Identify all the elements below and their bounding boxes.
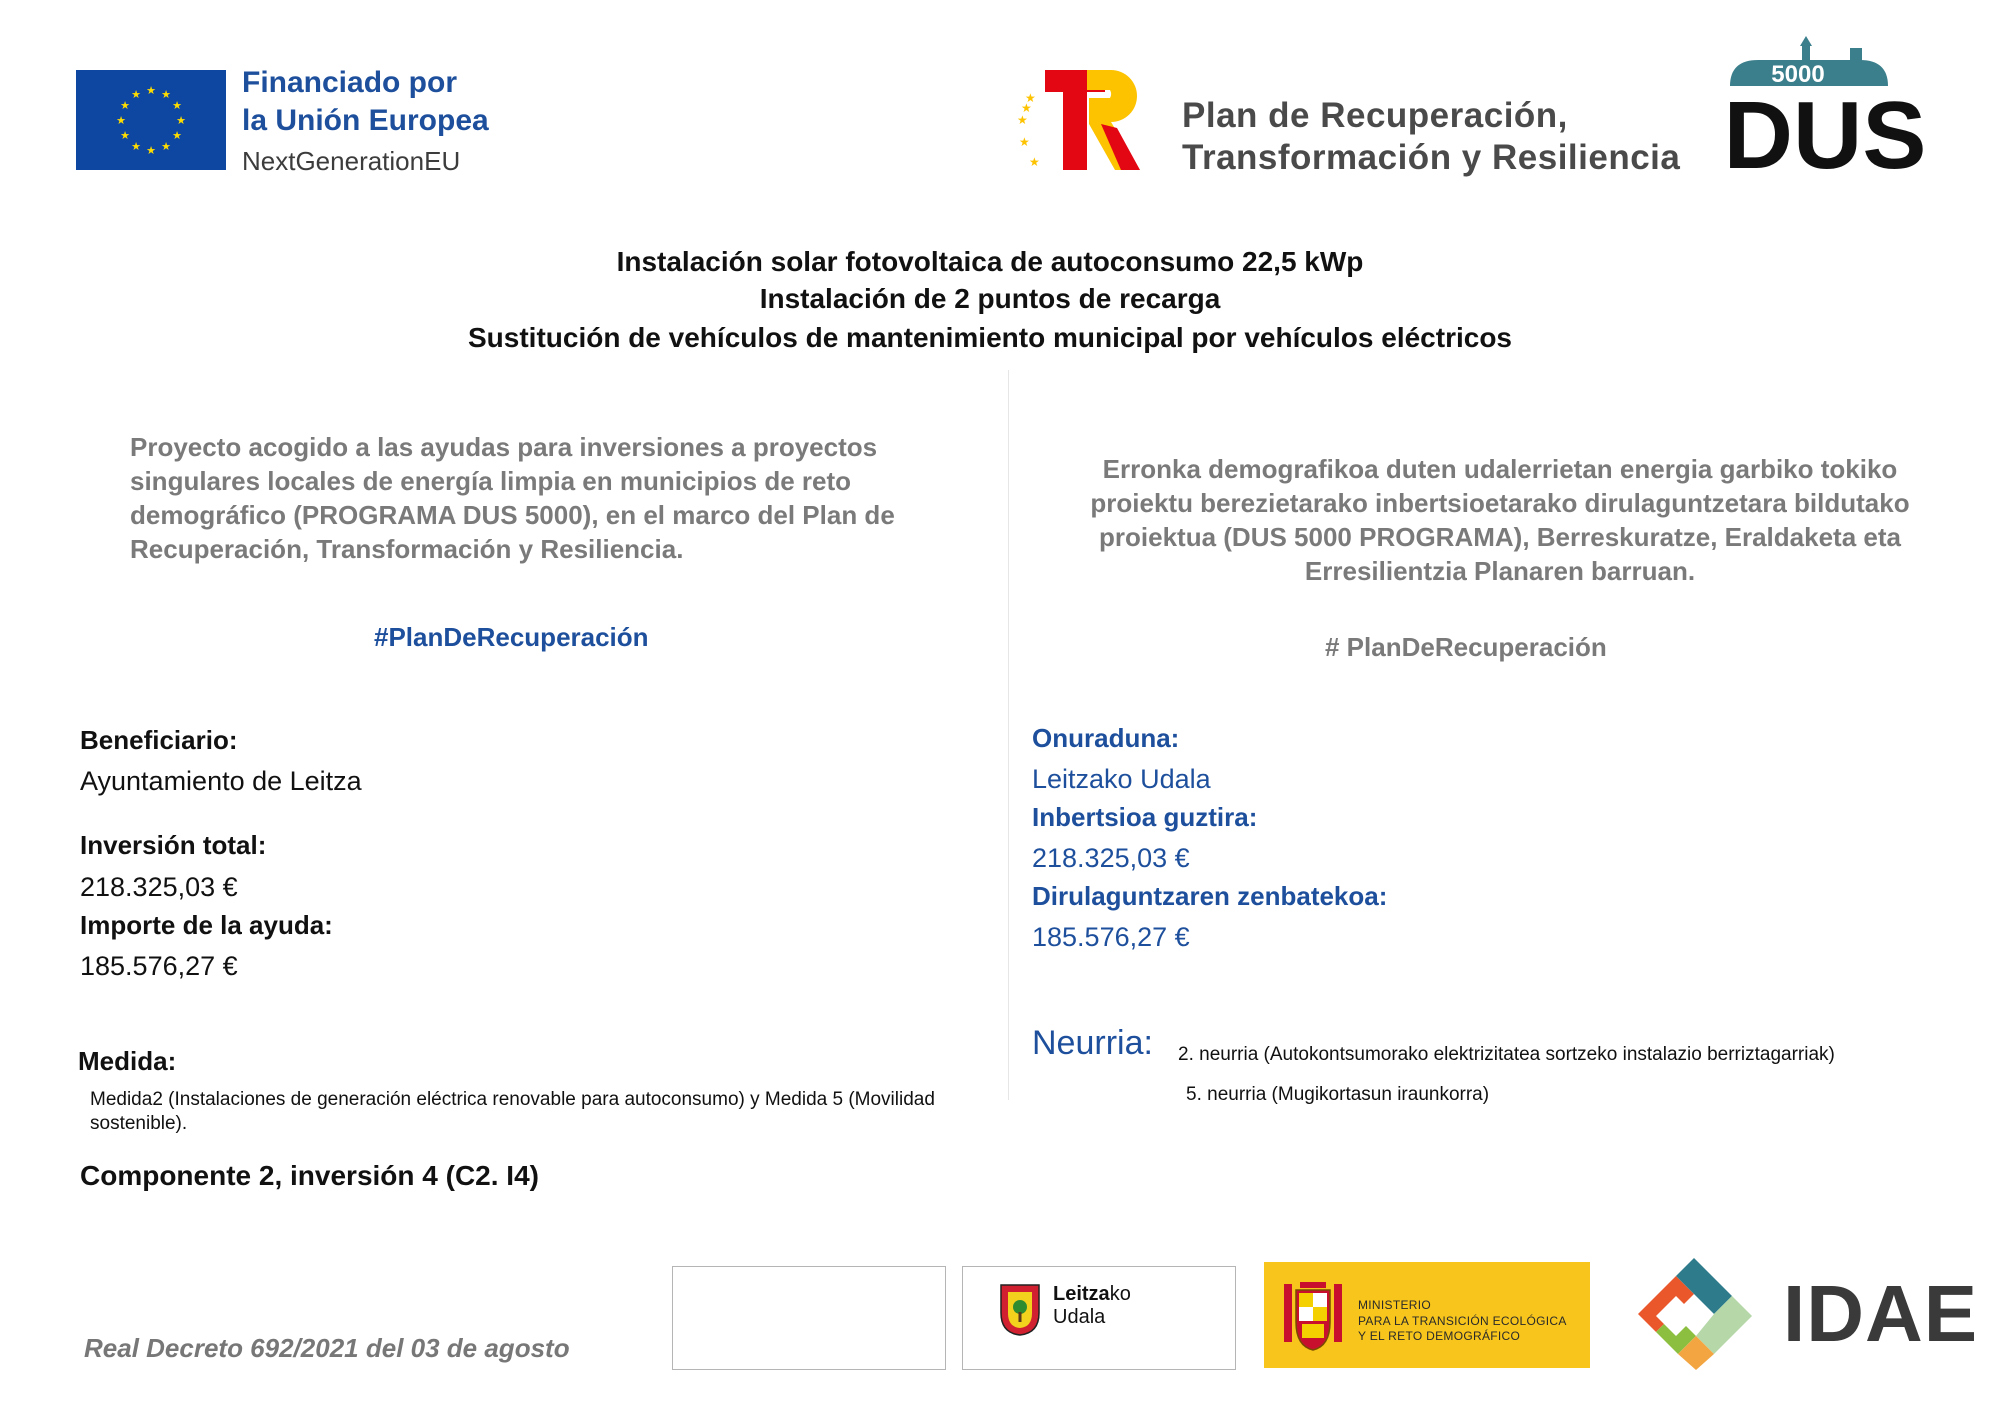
inbertsioa-value: 218.325,03 € [1032,843,1190,873]
column-divider [1008,370,1009,1100]
svg-text:★: ★ [172,129,182,142]
eu-funding-line2: la Unión Europea [242,104,489,137]
beneficiario-value: Ayuntamiento de Leitza [80,766,362,796]
project-title-2: Instalación de 2 puntos de recarga [759,283,1221,314]
dirulaguntza-value: 185.576,27 € [1032,922,1190,952]
ministerio-line1: MINISTERIO [1358,1298,1432,1312]
onuraduna-value: Leitzako Udala [1032,764,1211,794]
svg-text:★: ★ [161,140,171,153]
svg-text:★: ★ [146,144,156,157]
hashtag-es: #PlanDeRecuperación [374,622,649,652]
medida-label: Medida: [78,1046,177,1076]
eu-flag-logo [76,70,226,170]
svg-text:★: ★ [1019,135,1030,149]
leitza-shield-icon [999,1283,1041,1337]
leitza-name-line1: Leitzako [1053,1283,1131,1305]
ministerio-line3: Y EL RETO DEMOGRÁFICO [1358,1329,1521,1343]
svg-text:★: ★ [131,88,141,101]
prtr-title-line2: Transformación y Resiliencia [1182,138,1681,177]
neurria-item-1: 2. neurria (Autokontsumorako elektrizitatea sortzeko instalazio berriztagarriak) [1178,1044,1835,1065]
blank-logo-box [672,1266,946,1370]
medida-value: Medida2 (Instalaciones de generación eléctrica renovable para autoconsumo) y Medida 5 (Movilidad sostenible). [90,1089,935,1134]
real-decreto-text: Real Decreto 692/2021 del 03 de agosto [84,1333,570,1363]
ayuda-label: Importe de la ayuda: [80,910,333,940]
eu-funding-line1: Financiado por [242,66,458,99]
inversion-value: 218.325,03 € [80,872,238,902]
svg-text:★: ★ [1025,91,1036,105]
dus-wordmark: DUS [1723,82,1927,178]
inbertsioa-label: Inbertsioa guztira: [1032,802,1258,832]
neurria-item-2: 5. neurria (Mugikortasun iraunkorra) [1186,1084,1490,1105]
leitza-logo-box [962,1266,1236,1370]
svg-text:★: ★ [120,129,130,142]
leitza-name-line2: Udala [1053,1306,1106,1328]
dirulaguntza-label: Dirulaguntzaren zenbatekoa: [1032,881,1388,911]
onuraduna-label: Onuraduna: [1032,723,1180,753]
dus-5000-logo [1710,18,1940,178]
project-title-3: Sustitución de vehículos de mantenimiento municipal por vehículos eléctricos [467,322,1512,353]
inversion-label: Inversión total: [80,830,267,860]
svg-text:★: ★ [172,99,182,112]
dus-badge-text: 5000 [1771,61,1825,88]
ministerio-line2: PARA LA TRANSICIÓN ECOLÓGICA [1358,1314,1567,1328]
svg-text:★: ★ [116,114,126,127]
prtr-title-line1: Plan de Recuperación, [1182,96,1568,135]
svg-text:★: ★ [161,88,171,101]
hashtag-eu: # PlanDeRecuperación [1325,632,1607,662]
svg-text:★: ★ [1021,101,1032,115]
intro-paragraph-es: Proyecto acogido a las ayudas para inversiones a proyectos singulares locales de energía limpia en municipios de reto demográfico (PROGRAMA DUS 5000), en el marco del Plan de Recuperación, Transformación y Resiliencia. [130,432,895,564]
idae-emblem-icon [1620,1258,1770,1370]
svg-text:★: ★ [176,114,186,127]
beneficiario-label: Beneficiario: [80,725,238,755]
svg-text:★: ★ [1017,113,1028,127]
svg-text:★: ★ [131,140,141,153]
neurria-label: Neurria: [1032,1024,1153,1062]
componente-text: Componente 2, inversión 4 (C2. I4) [80,1160,539,1191]
eu-funding-line3: NextGenerationEU [242,146,461,176]
spain-coat-of-arms-icon [1278,1276,1348,1356]
ministerio-logo [1264,1262,1590,1368]
prtr-tr-logo [1015,68,1145,173]
svg-text:★: ★ [146,84,156,97]
ayuda-value: 185.576,27 € [80,951,238,981]
svg-text:★: ★ [1029,155,1040,169]
idae-wordmark: IDAE [1783,1269,1979,1358]
intro-paragraph-eu: Erronka demografikoa duten udalerrietan energia garbiko tokiko proiektu berezietarako inbertsioetarako dirulaguntzetara bildutako proiektua (DUS 5000 PROGRAMA), Berreskuratze, Eraldaketa eta Erresilientzia Planaren barruan. [1090,454,1910,586]
project-title-1: Instalación solar fotovoltaica de autoconsumo 22,5 kWp [616,246,1364,277]
svg-text:★: ★ [120,99,130,112]
